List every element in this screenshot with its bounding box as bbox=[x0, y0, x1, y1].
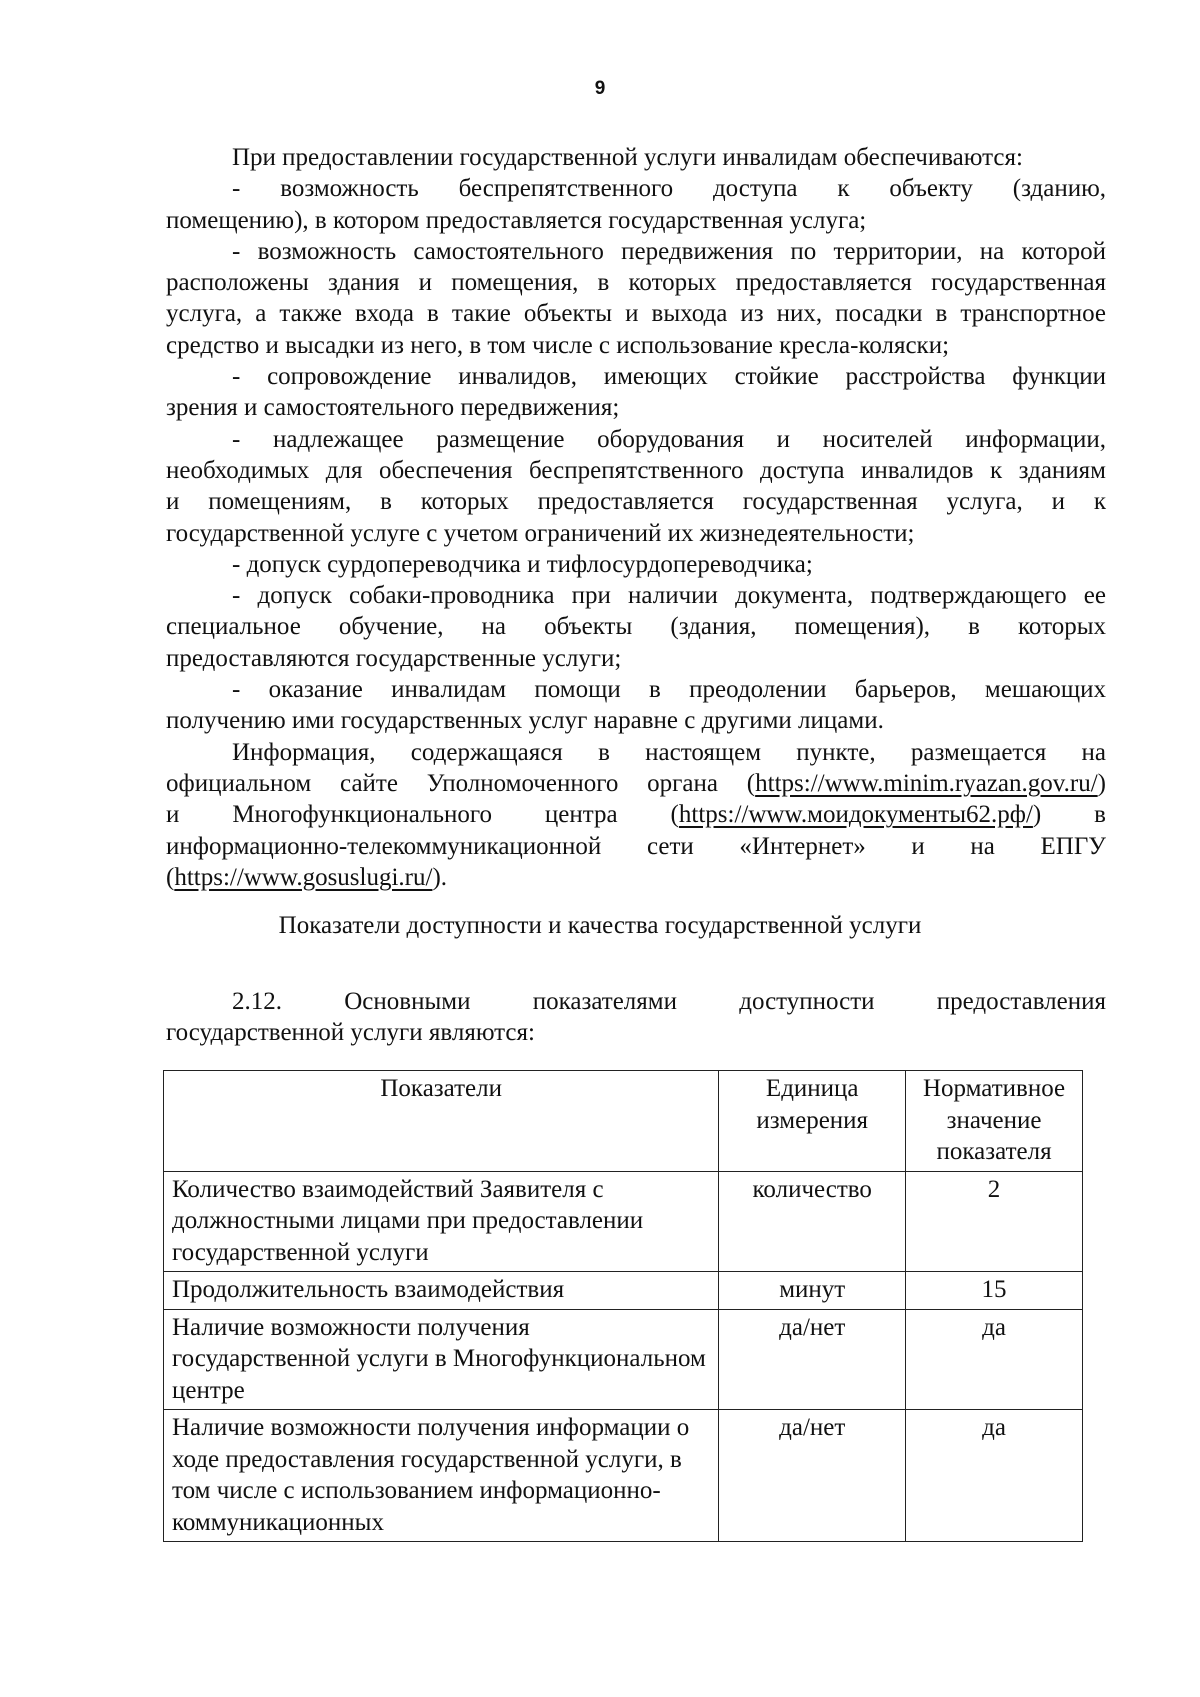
url-link[interactable]: https://www.minim.ryazan.gov.ru/ bbox=[755, 769, 1098, 797]
paragraph-line: - допуск сурдопереводчика и тифлосурдопереводчика; bbox=[232, 550, 813, 578]
indicator-cell: Наличие возможности получения информации о ходе предоставления государственной услуги, в том числе с использованием информационно-коммуникационных bbox=[164, 1410, 719, 1542]
paragraph-line: (https://www.gosuslugi.ru/). bbox=[166, 863, 448, 891]
paragraph-line: - оказание инвалидам помощи в преодолении барьеров, мешающих bbox=[232, 676, 1106, 704]
paragraph-line: 2.12. Основными показателями доступности предоставления bbox=[232, 988, 1106, 1015]
paragraph-line: официальном сайте Уполномоченного органа (https://www.minim.ryazan.gov.ru/) bbox=[166, 769, 1106, 797]
value-cell: 2 bbox=[906, 1171, 1083, 1272]
paragraph-line: получению ими государственных услуг наравне с другими лицами. bbox=[166, 707, 884, 735]
paragraph-line: помещению), в котором предоставляется государственная услуга; bbox=[166, 206, 867, 234]
paragraph-line: - надлежащее размещение оборудования и носителей информации, bbox=[232, 425, 1106, 453]
unit-cell: да/нет bbox=[719, 1410, 906, 1542]
paragraph-line: средство и высадки из него, в том числе с использование кресла-коляски; bbox=[166, 331, 950, 359]
paragraph bbox=[166, 173, 1106, 236]
table-row bbox=[164, 1309, 1083, 1410]
value-cell: 15 bbox=[906, 1272, 1083, 1310]
paragraph-line: специальное обучение, на объекты (здания, помещения), в которых bbox=[166, 613, 1106, 641]
paragraph bbox=[166, 424, 1106, 549]
paragraph-line: - возможность беспрепятственного доступа к объекту (зданию, bbox=[232, 175, 1106, 203]
url-link[interactable]: https://www.gosuslugi.ru/ bbox=[174, 863, 433, 891]
paragraph-line: расположены здания и помещения, в которых предоставляется государственная bbox=[166, 269, 1106, 297]
paragraph-line: При предоставлении государственной услуги инвалидам обеспечиваются: bbox=[232, 144, 1023, 171]
indicator-cell: Наличие возможности получения государственной услуги в Многофункциональном центре bbox=[164, 1309, 719, 1410]
header-indicator: Показатели bbox=[164, 1071, 719, 1172]
paragraph-line: - сопровождение инвалидов, имеющих стойкие расстройства функции bbox=[232, 363, 1106, 391]
indicators-table bbox=[163, 1070, 1083, 1542]
table-row bbox=[164, 1272, 1083, 1310]
url-link[interactable]: https://www.моидокументы62.рф/ bbox=[678, 801, 1033, 829]
paragraph-line: зрения и самостоятельного передвижения; bbox=[166, 394, 620, 422]
indicator-cell: Количество взаимодействий Заявителя с должностными лицами при предоставлении государственной услуги bbox=[164, 1171, 719, 1272]
paragraph-line: предоставляются государственные услуги; bbox=[166, 644, 622, 672]
header-norm-value: Нормативное значение показателя bbox=[906, 1071, 1083, 1172]
table-row bbox=[164, 1171, 1083, 1272]
value-cell: да bbox=[906, 1309, 1083, 1410]
paragraph bbox=[166, 361, 1106, 424]
value-cell: да bbox=[906, 1410, 1083, 1542]
page-number: 9 bbox=[594, 78, 606, 99]
indicator-cell: Продолжительность взаимодействия bbox=[164, 1272, 719, 1310]
paragraph-line: необходимых для обеспечения беспрепятственного доступа инвалидов к зданиям bbox=[166, 456, 1106, 484]
body-text bbox=[166, 142, 1106, 893]
paragraph-line: и помещениям, в которых предоставляется государственная услуга, и к bbox=[166, 488, 1106, 516]
paragraph-line: - возможность самостоятельного передвижения по территории, на которой bbox=[232, 237, 1106, 265]
paragraph bbox=[166, 737, 1106, 893]
paragraph-line: услуга, а также входа в такие объекты и выхода из них, посадки в транспортное bbox=[166, 300, 1106, 328]
unit-cell: да/нет bbox=[719, 1309, 906, 1410]
paragraph-line: государственной услуги являются: bbox=[166, 1019, 535, 1047]
table-header-row bbox=[164, 1071, 1083, 1172]
paragraph bbox=[166, 142, 1106, 173]
header-unit: Единица измерения bbox=[719, 1071, 906, 1172]
paragraph bbox=[166, 580, 1106, 674]
unit-cell: минут bbox=[719, 1272, 906, 1310]
paragraph-line: - допуск собаки-проводника при наличии документа, подтверждающего ее bbox=[232, 582, 1106, 610]
table-row bbox=[164, 1410, 1083, 1542]
section-intro bbox=[166, 986, 1106, 1049]
paragraph-line: и Многофункционального центра (https://www.моидокументы62.рф/) в bbox=[166, 801, 1106, 829]
paragraph bbox=[166, 549, 1106, 580]
unit-cell: количество bbox=[719, 1171, 906, 1272]
paragraph bbox=[166, 674, 1106, 737]
paragraph-line: информационно-телекоммуникационной сети «Интернет» и на ЕПГУ bbox=[166, 832, 1106, 860]
section-heading: Показатели доступности и качества государственной услуги bbox=[278, 912, 922, 939]
paragraph-line: государственной услуге с учетом ограничений их жизнедеятельности; bbox=[166, 519, 915, 547]
paragraph bbox=[166, 236, 1106, 361]
paragraph-line: Информация, содержащаяся в настоящем пункте, размещается на bbox=[232, 738, 1106, 766]
